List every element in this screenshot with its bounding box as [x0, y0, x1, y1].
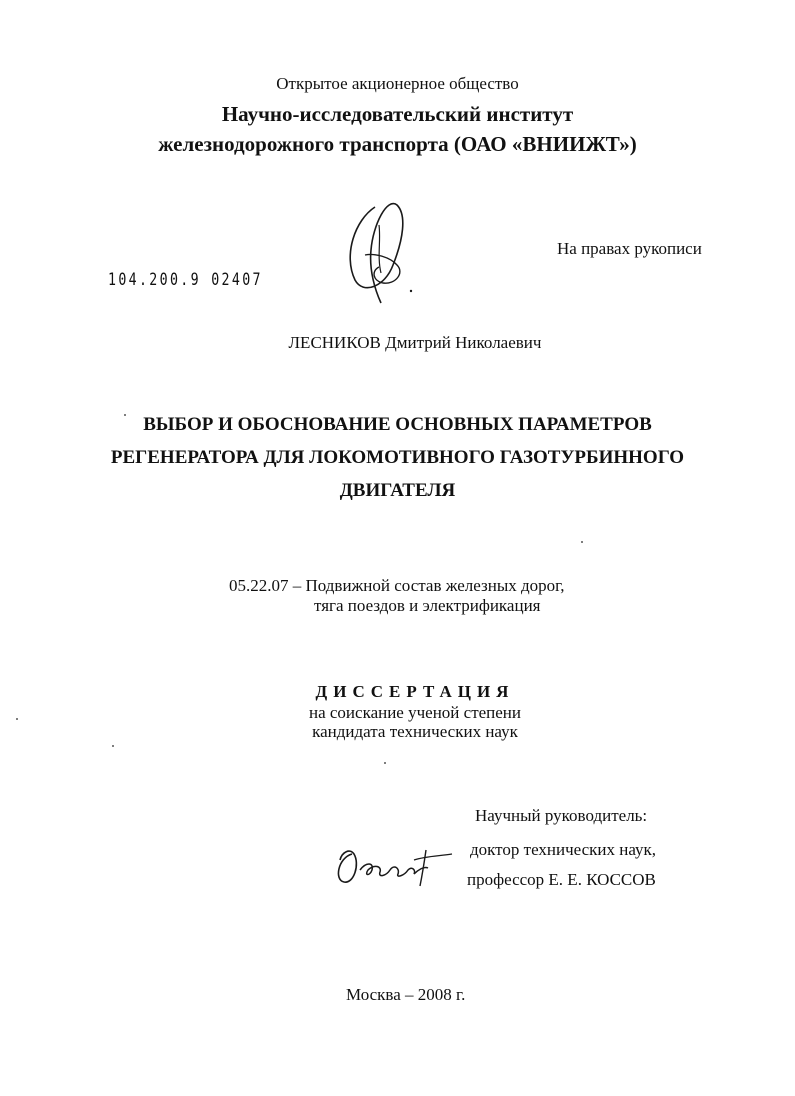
thesis-title-line-2: РЕГЕНЕРАТОРА ДЛЯ ЛОКОМОТИВНОГО ГАЗОТУРБИННОГО	[110, 447, 685, 468]
degree-line-2: кандидата технических наук	[312, 722, 518, 741]
registration-number: 104.200.9 02407	[108, 270, 263, 290]
institute-name: Научно-исследовательский институт	[221, 102, 574, 126]
manuscript-rights-note: На правах рукописи	[557, 239, 702, 258]
scan-speck	[16, 718, 18, 720]
scan-speck	[581, 541, 583, 543]
specialty-code: 05.22.07 – Подвижной состав железных дорог,	[229, 576, 565, 595]
dissertation-heading: ДИССЕРТАЦИЯ	[315, 682, 515, 701]
scan-speck	[124, 414, 126, 416]
institute-name-continued: железнодорожного транспорта (ОАО «ВНИИЖТ»)	[158, 132, 637, 156]
city-and-year: Москва – 2008 г.	[346, 985, 466, 1004]
scan-speck	[112, 745, 114, 747]
organization-type: Открытое акционерное общество	[276, 74, 519, 93]
thesis-title-line-3: ДВИГАТЕЛЯ	[339, 480, 456, 501]
specialty-name: тяга поездов и электрификация	[314, 596, 541, 615]
scan-speck	[384, 762, 386, 764]
author-signature	[335, 195, 420, 310]
author-name: ЛЕСНИКОВ Дмитрий Николаевич	[288, 333, 542, 352]
supervisor-signature	[330, 840, 458, 892]
supervisor-degree: доктор технических наук,	[470, 840, 657, 859]
thesis-title-line-1: ВЫБОР И ОБОСНОВАНИЕ ОСНОВНЫХ ПАРАМЕТРОВ	[143, 414, 652, 435]
degree-line-1: на соискание ученой степени	[308, 703, 522, 722]
supervisor-name: профессор Е. Е. КОССОВ	[467, 870, 656, 889]
supervisor-label: Научный руководитель:	[475, 806, 648, 825]
